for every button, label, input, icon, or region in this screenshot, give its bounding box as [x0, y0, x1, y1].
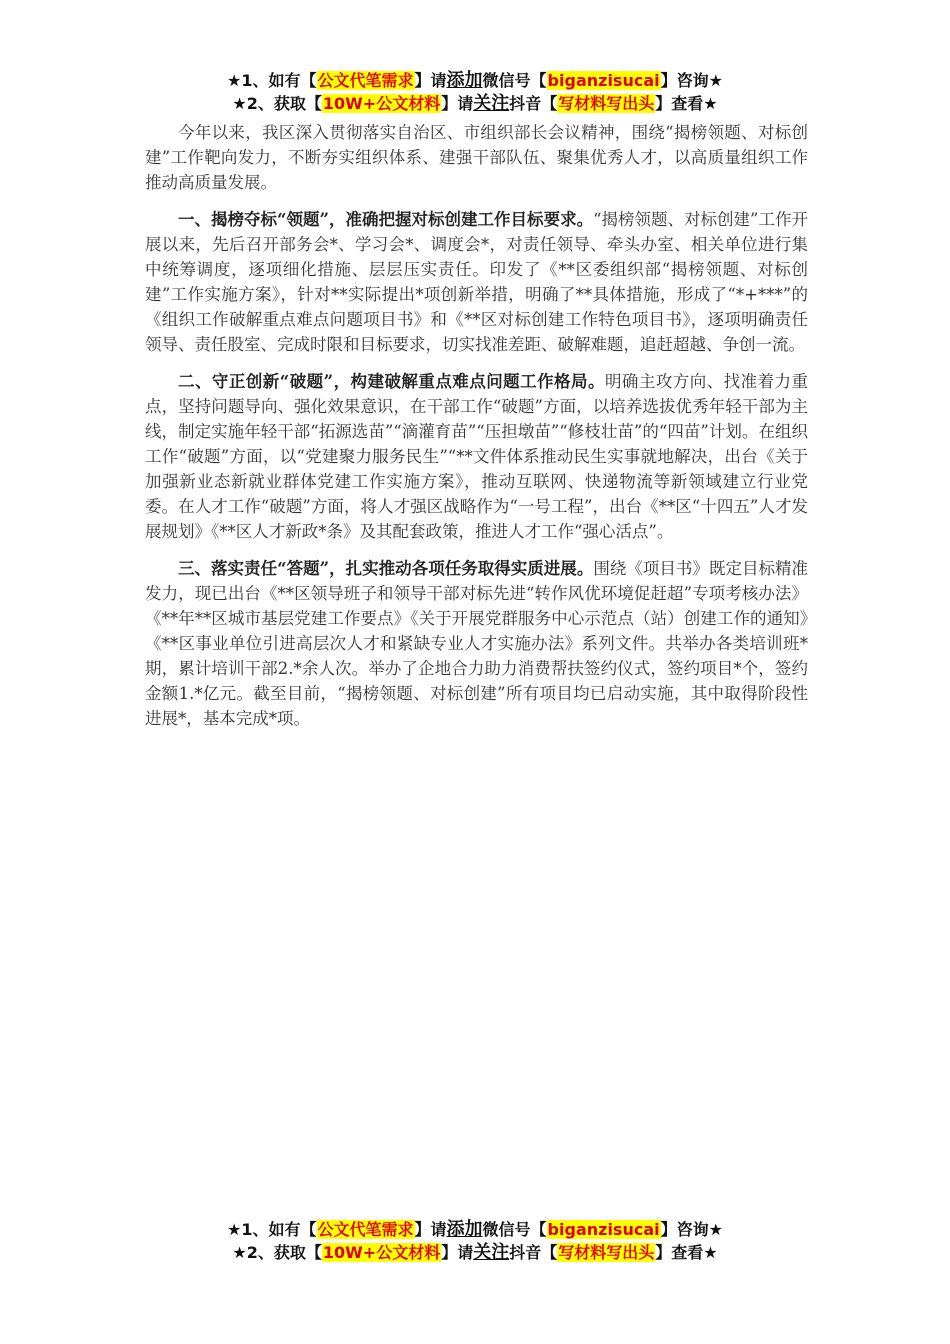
promo-text: 微信号【 [482, 1220, 547, 1239]
promo-text: 抖音【 [509, 1243, 558, 1262]
promo-emphasis: 添加 [446, 1219, 483, 1240]
document-body [145, 120, 808, 731]
promo-text: 】请 [414, 71, 447, 90]
promo-text: ★1、如有【 [227, 71, 317, 90]
promo-highlight: 10W+公文材料 [322, 94, 441, 113]
promo-emphasis: 关注 [473, 93, 510, 114]
promo-text: 抖音【 [509, 94, 558, 113]
section-heading: 二、守正创新“破题”，构建破解重点难点问题工作格局。 [178, 372, 605, 391]
section-body: “揭榜领题、对标创建”工作开展以来，先后召开部务会*、学习会*、调度会*，对责任领导、牵头办室、相关单位进行集中统筹调度，逐项细化措施、层层压实责任。印发了《**区委组织部“揭榜领题、对标创建”工作实施方案》，针对**实际提出*项创新举措，明确了**具体措施，形成了“*+***”的《组织工作破解重点难点问题项目书》和《**区对标创建工作特色项目书》，逐项明确责任领导、责任股室、完成时限和目标要求，切实找准差距、破解难题，追赶超越、争创一流。 [145, 210, 808, 354]
promo-line-1 [0, 69, 950, 92]
promo-highlight: 公文代笔需求 [317, 71, 414, 90]
promo-line-1 [0, 1218, 950, 1241]
promo-text: 】请 [441, 94, 474, 113]
promo-text: ★1、如有【 [227, 1220, 317, 1239]
promo-text: 】查看★ [655, 1243, 718, 1262]
promo-highlight: 10W+公文材料 [322, 1243, 441, 1262]
promo-emphasis: 关注 [473, 1242, 510, 1263]
bottom-promo-banner [0, 1218, 950, 1264]
promo-line-2 [0, 1241, 950, 1264]
intro-paragraph: 今年以来，我区深入贯彻落实自治区、市组织部长会议精神，围绕“揭榜领题、对标创建”工作靶向发力，不断夯实组织体系、建强干部队伍、聚集优秀人才，以高质量组织工作推动高质量发展。 [145, 123, 808, 192]
section-heading: 一、揭榜夺标“领题”，准确把握对标创建工作目标要求。 [178, 210, 594, 229]
section-body: 明确主攻方向、找准着力重点，坚持问题导向、强化效果意识，在干部工作“破题”方面，以培养选拔优秀年轻干部为主线，制定实施年轻干部“拓源选苗”“滴灌育苗”“压担墩苗”“修枝壮苗”的“四苗”计划。在组织工作“破题”方面，以“党建聚力服务民生”“**文件体系推动民生实事就地解决，出台《关于加强新业态新就业群体党建工作实施方案》，推动互联网、快递物流等新领域建立行业党委。在人才工作“破题”方面，将人才强区战略作为“一号工程”，出台《**区“十四五”人才发展规划》《**区人才新政*条》及其配套政策，推进人才工作“强心活点”。 [145, 372, 809, 541]
promo-text: 】查看★ [655, 94, 718, 113]
promo-text: ★2、获取【 [232, 94, 322, 113]
promo-douyin-id: 写材料写出头 [558, 1243, 655, 1262]
section-paragraph-3 [145, 556, 808, 731]
section-heading: 三、落实责任“答题”，扎实推动各项任务取得实质进展。 [178, 559, 594, 578]
section-paragraph-2 [145, 369, 808, 544]
section-paragraph-1 [145, 207, 808, 357]
promo-emphasis: 添加 [446, 70, 483, 91]
promo-wechat-id: biganzisucai [547, 71, 660, 90]
promo-text: ★2、获取【 [232, 1243, 322, 1262]
promo-text: 】咨询★ [660, 71, 723, 90]
promo-text: 】请 [414, 1220, 447, 1239]
promo-highlight: 公文代笔需求 [317, 1220, 414, 1239]
promo-text: 】咨询★ [660, 1220, 723, 1239]
promo-line-2 [0, 92, 950, 115]
promo-text: 】请 [441, 1243, 474, 1262]
promo-douyin-id: 写材料写出头 [558, 94, 655, 113]
promo-wechat-id: biganzisucai [547, 1220, 660, 1239]
section-body: 围绕《项目书》既定目标精准发力，现已出台《**区领导班子和领导干部对标先进“转作风优环境促赶超”专项考核办法》《**年**区城市基层党建工作要点》《关于开展党群服务中心示范点（站）创建工作的通知》《**区事业单位引进高层次人才和紧缺专业人才实施办法》系列文件。共举办各类培训班*期，累计培训干部2.*余人次。举办了企地合力助力消费帮扶签约仪式，签约项目*个，签约金额1.*亿元。截至目前，“揭榜领题、对标创建”所有项目均已启动实施，其中取得阶段性进展*，基本完成*项。 [145, 559, 809, 728]
promo-text: 微信号【 [482, 71, 547, 90]
top-promo-banner [0, 69, 950, 115]
